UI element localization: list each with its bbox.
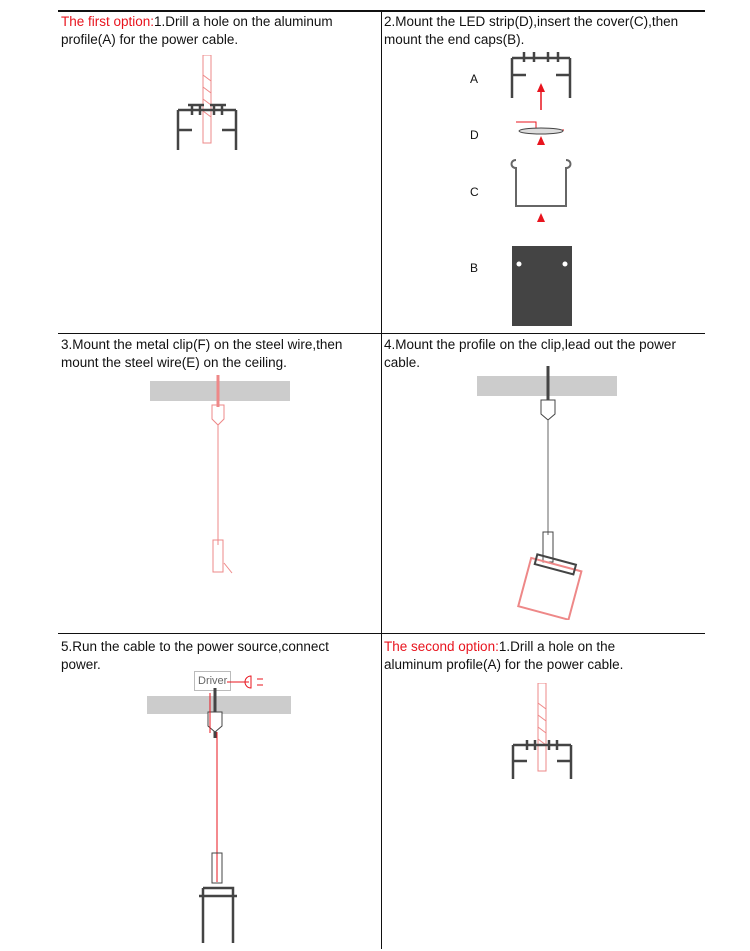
mounted-profile-diagram xyxy=(475,360,620,620)
ceiling-icon xyxy=(150,381,290,401)
drill-profile-diagram xyxy=(170,55,250,155)
drill-bit-icon xyxy=(538,683,546,771)
aluminum-profile-icon xyxy=(513,740,571,779)
drill-bit-icon xyxy=(203,55,211,143)
drill-profile-diagram-2 xyxy=(505,683,585,783)
step-3-text xyxy=(61,336,379,372)
ceiling-icon xyxy=(147,696,291,714)
step-1-text xyxy=(61,13,379,49)
cover-c-icon xyxy=(512,160,571,206)
step-6-text xyxy=(384,638,664,674)
step-description: 5.Run the cable to the power source,connect power. xyxy=(61,639,329,672)
option-label: The first option: xyxy=(61,14,155,29)
step-description: 1.Drill a hole on the aluminum profile(A) for the power cable. xyxy=(61,14,333,47)
row-divider xyxy=(58,633,705,634)
label-b: B xyxy=(470,261,479,275)
profile-icon xyxy=(199,888,237,943)
power-connection-diagram xyxy=(145,668,295,943)
led-strip-d-icon xyxy=(519,128,563,134)
step-description: 2.Mount the LED strip(D),insert the cover(C),then mount the end caps(B). xyxy=(384,14,679,47)
step-description: 1.Drill a hole on the aluminum profile(A) for the power cable. xyxy=(384,639,624,672)
end-cap-b-icon xyxy=(512,246,572,326)
arrow-up-icon xyxy=(537,83,545,92)
option-label: The second option: xyxy=(384,639,499,654)
step-description: 4.Mount the profile on the clip,lead out the power cable. xyxy=(384,337,676,370)
label-c: C xyxy=(470,185,479,199)
label-d: D xyxy=(470,128,479,142)
step-2-text xyxy=(384,13,684,49)
label-a: A xyxy=(470,72,479,86)
column-divider xyxy=(381,10,382,949)
steel-wire-clip-diagram xyxy=(148,375,293,585)
exploded-assembly-diagram xyxy=(500,50,590,330)
driver-box: Driver xyxy=(194,671,231,691)
row-divider xyxy=(58,333,705,334)
step-description: 3.Mount the metal clip(F) on the steel wire,then mount the steel wire(E) on the ceiling. xyxy=(61,337,343,370)
